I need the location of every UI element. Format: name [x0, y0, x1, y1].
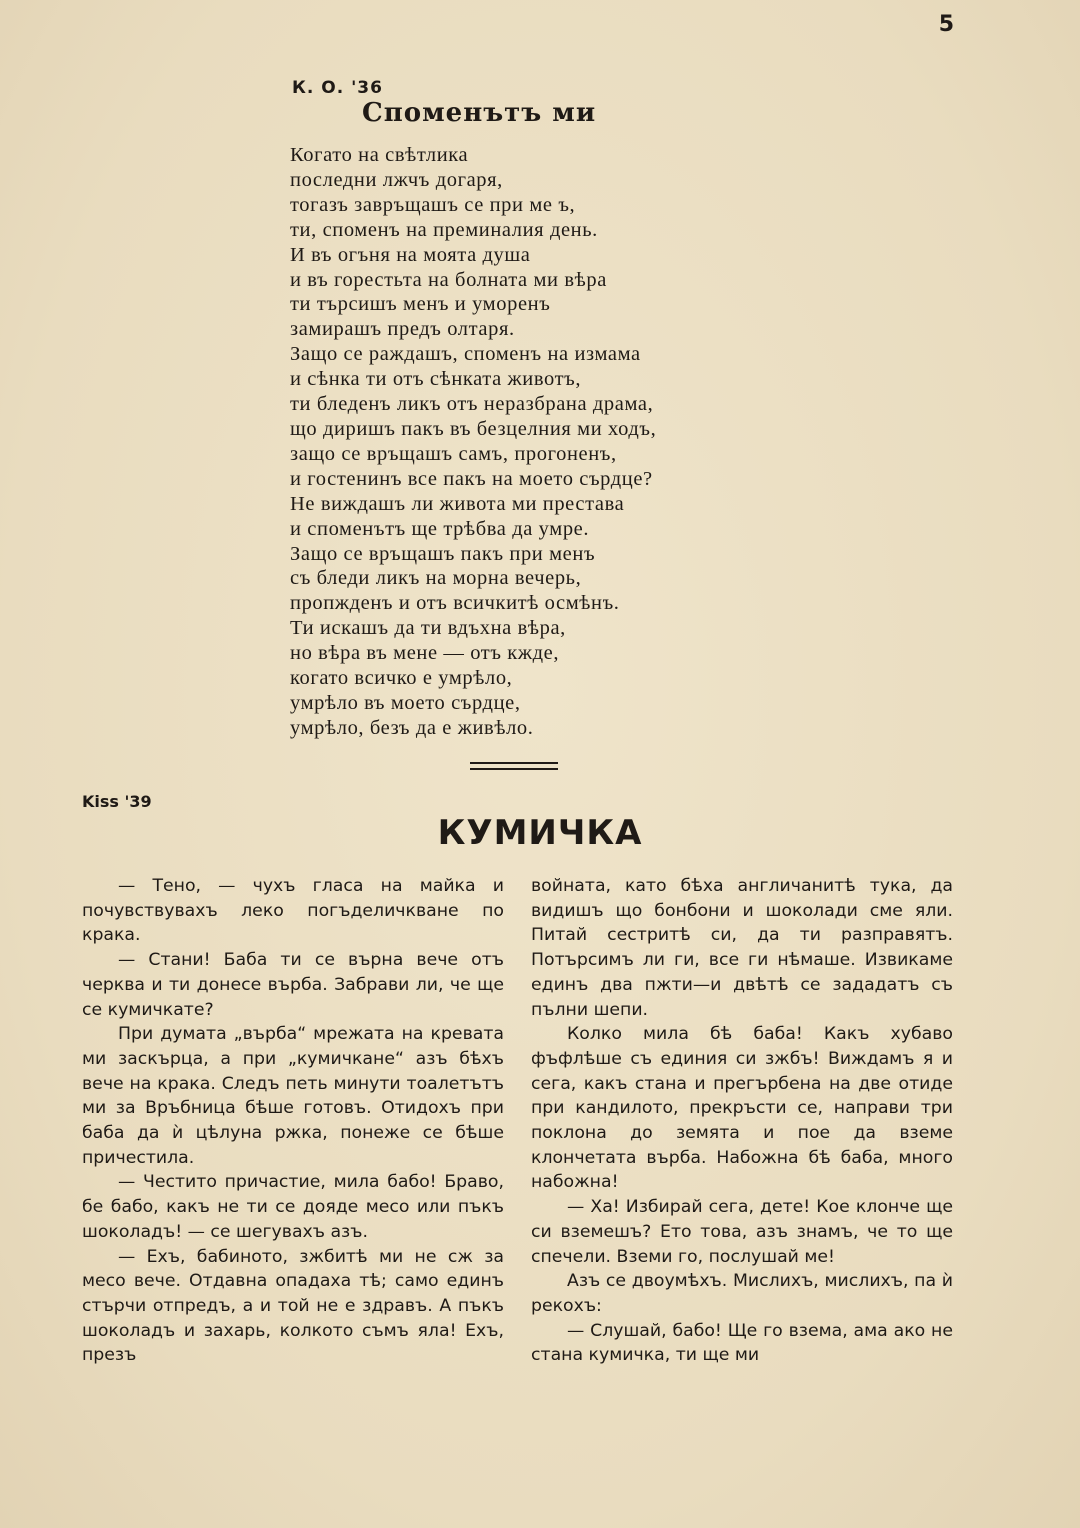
poem-line: И въ огъня на моята душа: [290, 243, 531, 266]
story-paragraph: — Ехъ, бабиното, зжбитѣ ми не сж за месо вече. Отдавна опадаха тѣ; само единъ стърчи отпредъ, а и той не е здравъ. А пъкъ шоколадъ и захарь, колкото съмъ яла! Ехъ, презъ: [82, 1246, 504, 1366]
poem-line: тогазъ завръщашъ се при ме ъ,: [290, 193, 576, 216]
story-paragraph: — Слушай, бабо! Ще го взема, ама ако не стана кумичка, ти ще ми: [531, 1320, 953, 1366]
poem-line: умрѣло, безъ да е живѣло.: [290, 716, 534, 739]
poem-line: защо се връщашъ самъ, прогоненъ,: [290, 442, 617, 465]
section-divider: [470, 762, 558, 770]
story-title: КУМИЧКА: [437, 813, 643, 853]
story-paragraph: — Стани! Баба ти се върна вече отъ черква и ти донесе върба. Забрави ли, че ще се кумичкате?: [82, 950, 504, 1020]
story-column-right: [531, 874, 953, 1368]
poem-line: ти търсишъ менъ и уморенъ: [290, 293, 551, 316]
story-paragraph: — Тено, — чухъ гласа на майка и почувствувахъ леко погъделичкване по крака.: [82, 876, 504, 946]
poem-line: Ти искашъ да ти вдъхна вѣра,: [290, 617, 566, 640]
poem-byline: К. О. '36: [292, 78, 383, 98]
story-byline: Kiss '39: [82, 792, 152, 811]
poem-line: и сѣнка ти отъ сѣнката животъ,: [290, 368, 582, 391]
poem-line: Защо се връщашъ пакъ при менъ: [290, 542, 596, 565]
poem-line: умрѣло въ моето сърдце,: [290, 691, 521, 714]
poem-line: Не виждашъ ли живота ми престава: [290, 492, 625, 515]
poem-line: пропжденъ и отъ всичкитѣ осмѣнъ.: [290, 592, 620, 615]
story-column-left: [82, 874, 504, 1368]
poem-line: що диришъ пакъ въ безцелния ми ходъ,: [290, 417, 657, 440]
page-number: 5: [938, 12, 954, 37]
story-paragraph: Азъ се двоумѣхъ. Мислихъ, мислихъ, па ѝ рекохъ:: [531, 1271, 953, 1316]
poem-line: Защо се раждашъ, споменъ на измама: [290, 343, 641, 366]
poem-line: когато всичко е умрѣло,: [290, 667, 513, 690]
poem-title: Споменътъ ми: [362, 98, 597, 128]
poem-line: и гостенинъ все пакъ на моето сърдце?: [290, 467, 653, 490]
poem-line: замирашъ предъ олтаря.: [290, 318, 515, 341]
poem-line: ти бледенъ ликъ отъ неразбрана драма,: [290, 393, 654, 416]
poem-line: последни лжчъ догаря,: [290, 168, 503, 191]
story-paragraph: — Ха! Избирай сега, дете! Кое клонче ще си вземешъ? Ето това, азъ знамъ, че то ще спечели. Вземи го, послушай ме!: [531, 1197, 953, 1267]
poem-line: и споменътъ ще трѣбва да умре.: [290, 517, 590, 540]
story-paragraph: Колко мила бѣ баба! Какъ хубаво фъфлѣше съ единия си зжбъ! Виждамъ я и сега, какъ стана и прегърбена на две отиде при кандилото, прекръсти се, направи три поклона до земята и пое да вземе клончетата върба. Набожна бѣ баба, много набожна!: [531, 1024, 953, 1193]
poem-line: но вѣра въ мене — отъ кжде,: [290, 642, 560, 665]
poem-body: [290, 143, 810, 741]
poem-line: Когато на свѣтлика: [290, 144, 469, 166]
story-paragraph: — Честито причастие, мила бабо! Браво, бе бабо, какъ не ти се дояде месо или пъкъ шоколадъ! — се шегувахъ азъ.: [82, 1172, 504, 1242]
story-paragraph: войната, като бѣха англичанитѣ тука, да видишъ що бонбони и шоколади сме яли. Питай сестритѣ си, да ти разправятъ. Потърсимъ ли ги, все ги нѣмаше. Извикаме единъ два пжти—и двѣтѣ се зададатъ съ пълни шепи.: [531, 876, 953, 1020]
poem-line: съ бледи ликъ на морна вечерь,: [290, 567, 582, 590]
poem-line: ти, споменъ на преминалия день.: [290, 218, 598, 241]
story-paragraph: При думата „върба“ мрежата на кревата ми заскърца, а при „кумичкане“ азъ бѣхъ вече на крака. Следъ петь минути тоалетътъ ми за Връбница бѣше готовъ. Отидохъ при баба да ѝ цѣлуна ржка, понеже се бѣше причестила.: [82, 1024, 504, 1168]
poem-line: и въ горестьта на болната ми вѣра: [290, 268, 607, 291]
